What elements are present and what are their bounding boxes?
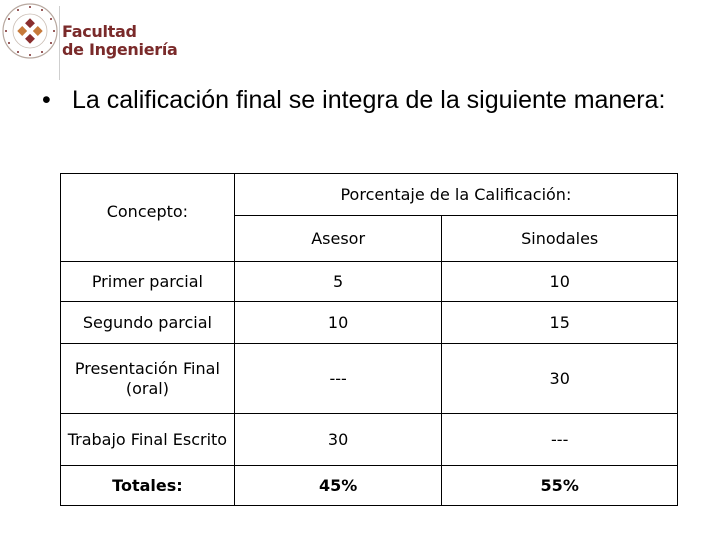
totals-row [61,466,678,506]
col-sinodales-header: Sinodales [442,216,678,262]
logo-faculty-label: Facultad [62,22,137,41]
col-asesor-header: Asesor [234,216,442,262]
row-sinodales: 30 [442,344,678,414]
table-subheader-row [61,216,678,262]
concept-header-label: Concepto: [106,201,189,221]
row-sinodales: 10 [442,262,678,302]
table-row [61,414,678,466]
row-concept: Primer parcial [61,262,235,302]
logo-faculty-name: de Ingeniería [62,40,178,59]
totals-asesor: 45% [234,466,442,506]
row-concept: Segundo parcial [61,302,235,344]
grading-table [60,173,678,506]
row-asesor: 5 [234,262,442,302]
logo-divider [59,6,60,80]
totals-label: Totales: [61,466,235,506]
row-asesor: --- [234,344,442,414]
row-sinodales: --- [442,414,678,466]
bullet-text: La calificación final se integra de la siguiente manera: [72,86,666,114]
row-sinodales: 15 [442,302,678,344]
table-row [61,344,678,414]
university-seal-icon [1,2,59,60]
totals-sinodales: 55% [442,466,678,506]
bullet-icon: • [42,86,51,114]
faculty-logo [0,0,178,78]
row-asesor: 10 [234,302,442,344]
percent-header: Porcentaje de la Calificación: [234,174,677,216]
concept-header [61,201,235,262]
row-asesor: 30 [234,414,442,466]
row-concept: Presentación Final (oral) [61,344,235,414]
table-row [61,262,678,302]
table-row [61,302,678,344]
row-concept: Trabajo Final Escrito [61,414,235,466]
